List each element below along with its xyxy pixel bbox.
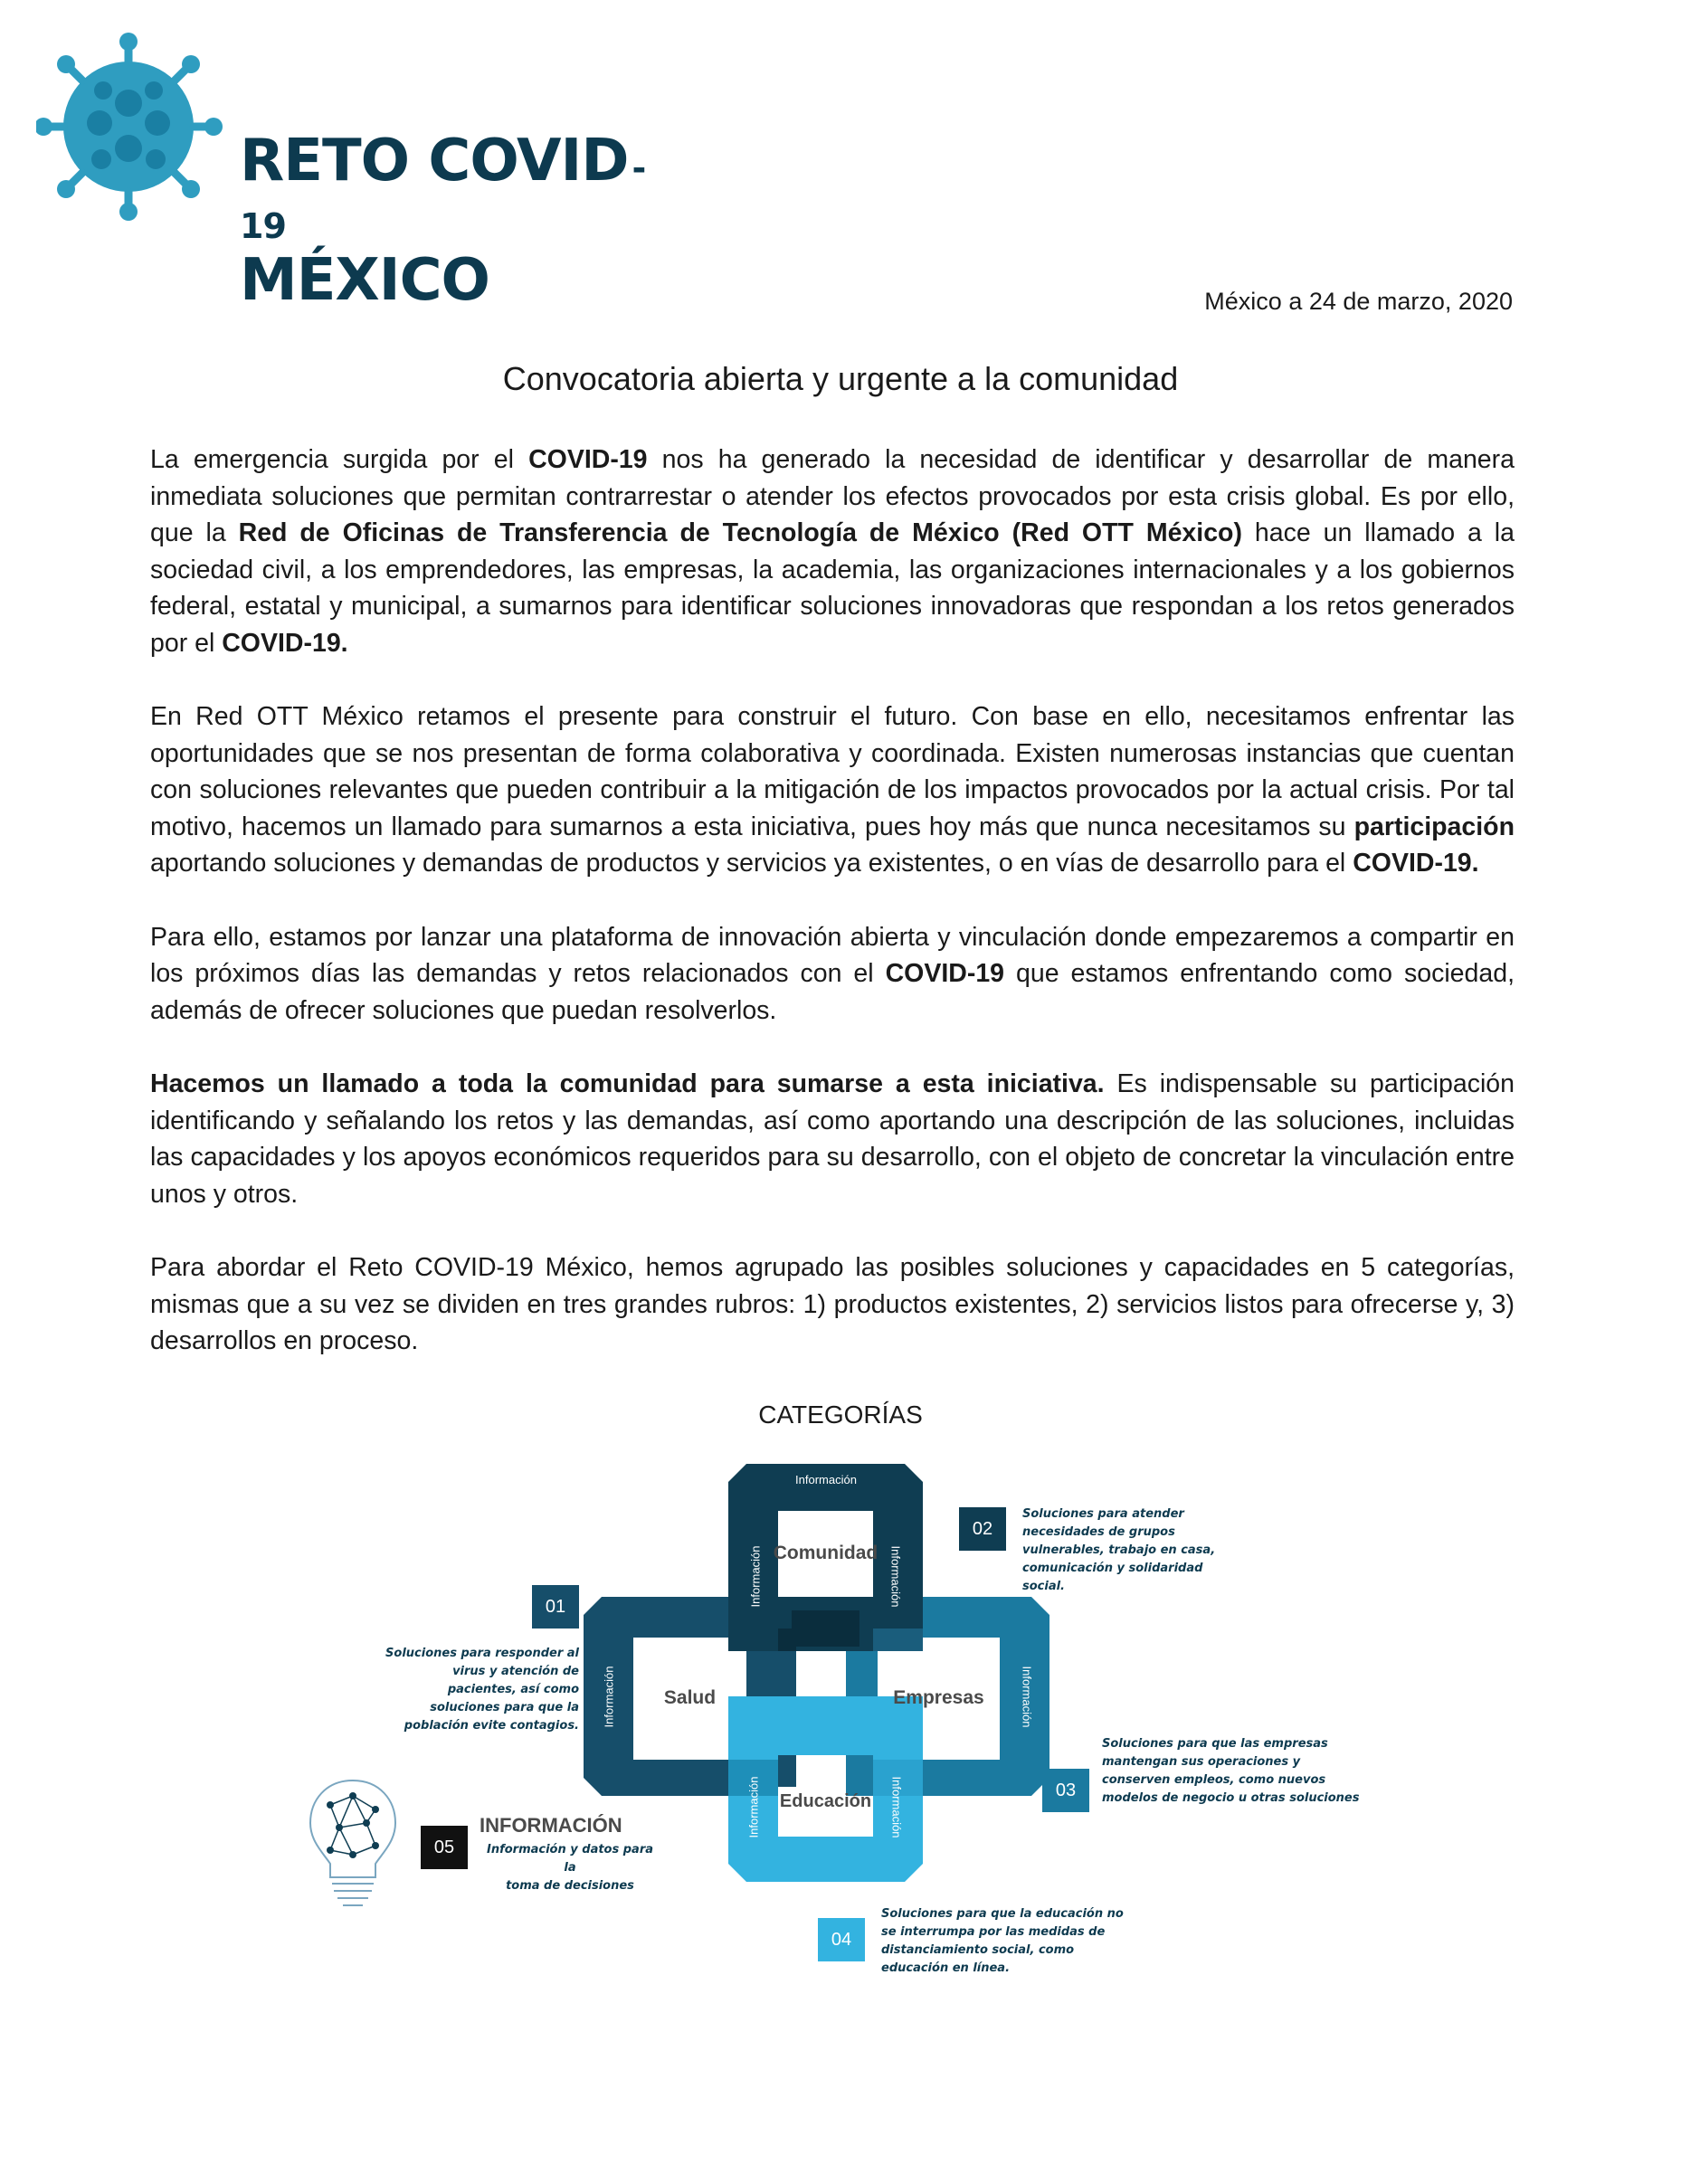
caption-line: Información y datos para la (486, 1843, 654, 1875)
caption-line: toma de decisiones (506, 1879, 634, 1893)
band-label-comunidad-left: Información (748, 1545, 763, 1608)
paragraph-1 (150, 442, 1515, 661)
caption-line: mantengan sus operaciones y (1102, 1755, 1301, 1769)
badge-02: 02 (959, 1507, 1006, 1551)
document-date: México a 24 de marzo, 2020 (1204, 288, 1513, 315)
caption-line: Soluciones para que la educación no (881, 1907, 1124, 1921)
band-label-educacion-left: Información (746, 1776, 761, 1838)
bold-text: COVID-19. (1353, 849, 1479, 878)
paragraph-5 (150, 1249, 1515, 1360)
category-empresas: Empresas (893, 1687, 984, 1708)
caption-line: población evite contagios. (404, 1719, 579, 1733)
category-comunidad: Comunidad (773, 1543, 878, 1563)
bold-text: COVID-19 (885, 959, 1005, 988)
badge-04: 04 (818, 1918, 865, 1961)
logo-suffix: -19 (240, 148, 646, 246)
text: que estamos enfrentando como sociedad, además de ofrecer soluciones que puedan resolverlos. (150, 959, 1515, 1025)
reto-covid-logo (36, 33, 670, 314)
logo-wordmark (240, 128, 670, 314)
caption-informacion (480, 1841, 660, 1895)
caption-line: educación en línea. (881, 1961, 1011, 1975)
bold-text: COVID-19 (528, 445, 648, 474)
text: La emergencia surgida por el (150, 445, 529, 474)
band-label-educacion-right: Información (889, 1776, 904, 1838)
text: Para abordar el Reto COVID-19 México, hemos agrupado las posibles soluciones y capacidades en 5 categorías, mismas que a su vez se dividen en tres grandes rubros: 1) productos existentes, 2) servicios listos para ofrecerse y, 3) desarrollos en proceso. (150, 1253, 1515, 1355)
text: En Red OTT México retamos el presente para construir el futuro. Con base en ello, necesitamos enfrentar las oportunidades que se nos presentan de forma colaborativa y coordinada. Existen numerosas instancias que cuentan con soluciones relevantes que pueden contribuir a la mitigación de los impactos provocados por la actual crisis. Por tal motivo, hacemos un llamado para sumarnos a esta iniciativa, pues hoy más que nunca necesitamos su (150, 702, 1515, 841)
informacion-title: INFORMACIÓN (480, 1814, 622, 1837)
paragraph-3 (150, 919, 1515, 1030)
caption-line: vulnerables, trabajo en casa, (1022, 1543, 1216, 1557)
caption-line: comunicación y solidaridad (1022, 1562, 1203, 1575)
categories-title: CATEGORÍAS (758, 1401, 923, 1429)
text: hace un llamado a la sociedad civil, a los emprendedores, las empresas, la academia, las organizaciones internacionales y a los gobiernos federal, estatal y municipal, a sumarnos para identificar soluciones innovadoras que respondan a los retos generados por el (150, 518, 1515, 658)
caption-salud (357, 1645, 579, 1735)
caption-line: Soluciones para que las empresas (1102, 1737, 1328, 1751)
paragraph-4 (150, 1066, 1515, 1212)
bold-text: Hacemos un llamado a toda la comunidad para sumarse a esta iniciativa. (150, 1069, 1105, 1098)
logo-line-2: MÉXICO (240, 247, 489, 314)
caption-line: modelos de negocio u otras soluciones (1102, 1791, 1360, 1805)
text: nos ha generado la necesidad de identificar y desarrollar de manera inmediata soluciones que permitan contrarrestar o atender los efectos provocados por esta crisis global. Es por ello, que la (150, 445, 1515, 547)
caption-line: virus y atención de (452, 1665, 579, 1678)
caption-line: necesidades de grupos (1022, 1525, 1175, 1539)
band-label-empresas: Información (1020, 1666, 1034, 1728)
caption-line: Soluciones para atender (1022, 1507, 1184, 1521)
bold-text: Red de Oficinas de Transferencia de Tecnología de México (Red OTT México) (238, 518, 1242, 547)
band-label-comunidad-right: Información (888, 1545, 903, 1608)
paragraph-2 (150, 698, 1515, 882)
caption-educacion (881, 1905, 1124, 1978)
band-label-salud: Información (602, 1666, 616, 1728)
caption-line: conserven empleos, como nuevos (1102, 1773, 1326, 1787)
caption-empresas (1102, 1735, 1359, 1808)
category-educacion: Educación (779, 1791, 872, 1811)
text: aportando soluciones y demandas de productos y servicios ya existentes, o en vías de desarrollo para el (150, 849, 1353, 878)
caption-line: Soluciones para responder al (385, 1647, 579, 1660)
caption-line: soluciones para que la (430, 1701, 579, 1714)
virus-icon (36, 33, 226, 223)
text: Para ello, estamos por lanzar una plataforma de innovación abierta y vinculación donde empezaremos a compartir en los próximos días las demandas y retos relacionados con el (150, 922, 1515, 988)
badge-01: 01 (532, 1585, 579, 1629)
caption-comunidad (1022, 1505, 1215, 1596)
caption-line: se interrumpa por las medidas de (881, 1925, 1106, 1939)
categories-diagram (290, 1448, 1375, 1990)
badge-05: 05 (421, 1826, 468, 1869)
bold-text: COVID-19. (222, 628, 348, 658)
logo-line-1: RETO COVID (240, 128, 629, 195)
caption-line: social. (1022, 1580, 1065, 1593)
badge-03: 03 (1042, 1769, 1089, 1812)
text: Es indispensable su participación identificando y señalando los retos y las demandas, así como aportando una descripción de las soluciones, incluidas las capacidades y los apoyos económicos requeridos para su desarrollo, con el objeto de concretar la vinculación entre unos y otros. (150, 1069, 1515, 1209)
document-title: Convocatoria abierta y urgente a la comunidad (502, 360, 1179, 397)
caption-line: distanciamiento social, como (881, 1943, 1075, 1957)
lightbulb-network-icon (303, 1773, 403, 1918)
band-label-top: Información (795, 1473, 857, 1486)
category-salud: Salud (663, 1687, 717, 1708)
bold-text: participación (1353, 812, 1515, 841)
document-body (150, 442, 1515, 1360)
caption-line: pacientes, así como (447, 1683, 579, 1696)
